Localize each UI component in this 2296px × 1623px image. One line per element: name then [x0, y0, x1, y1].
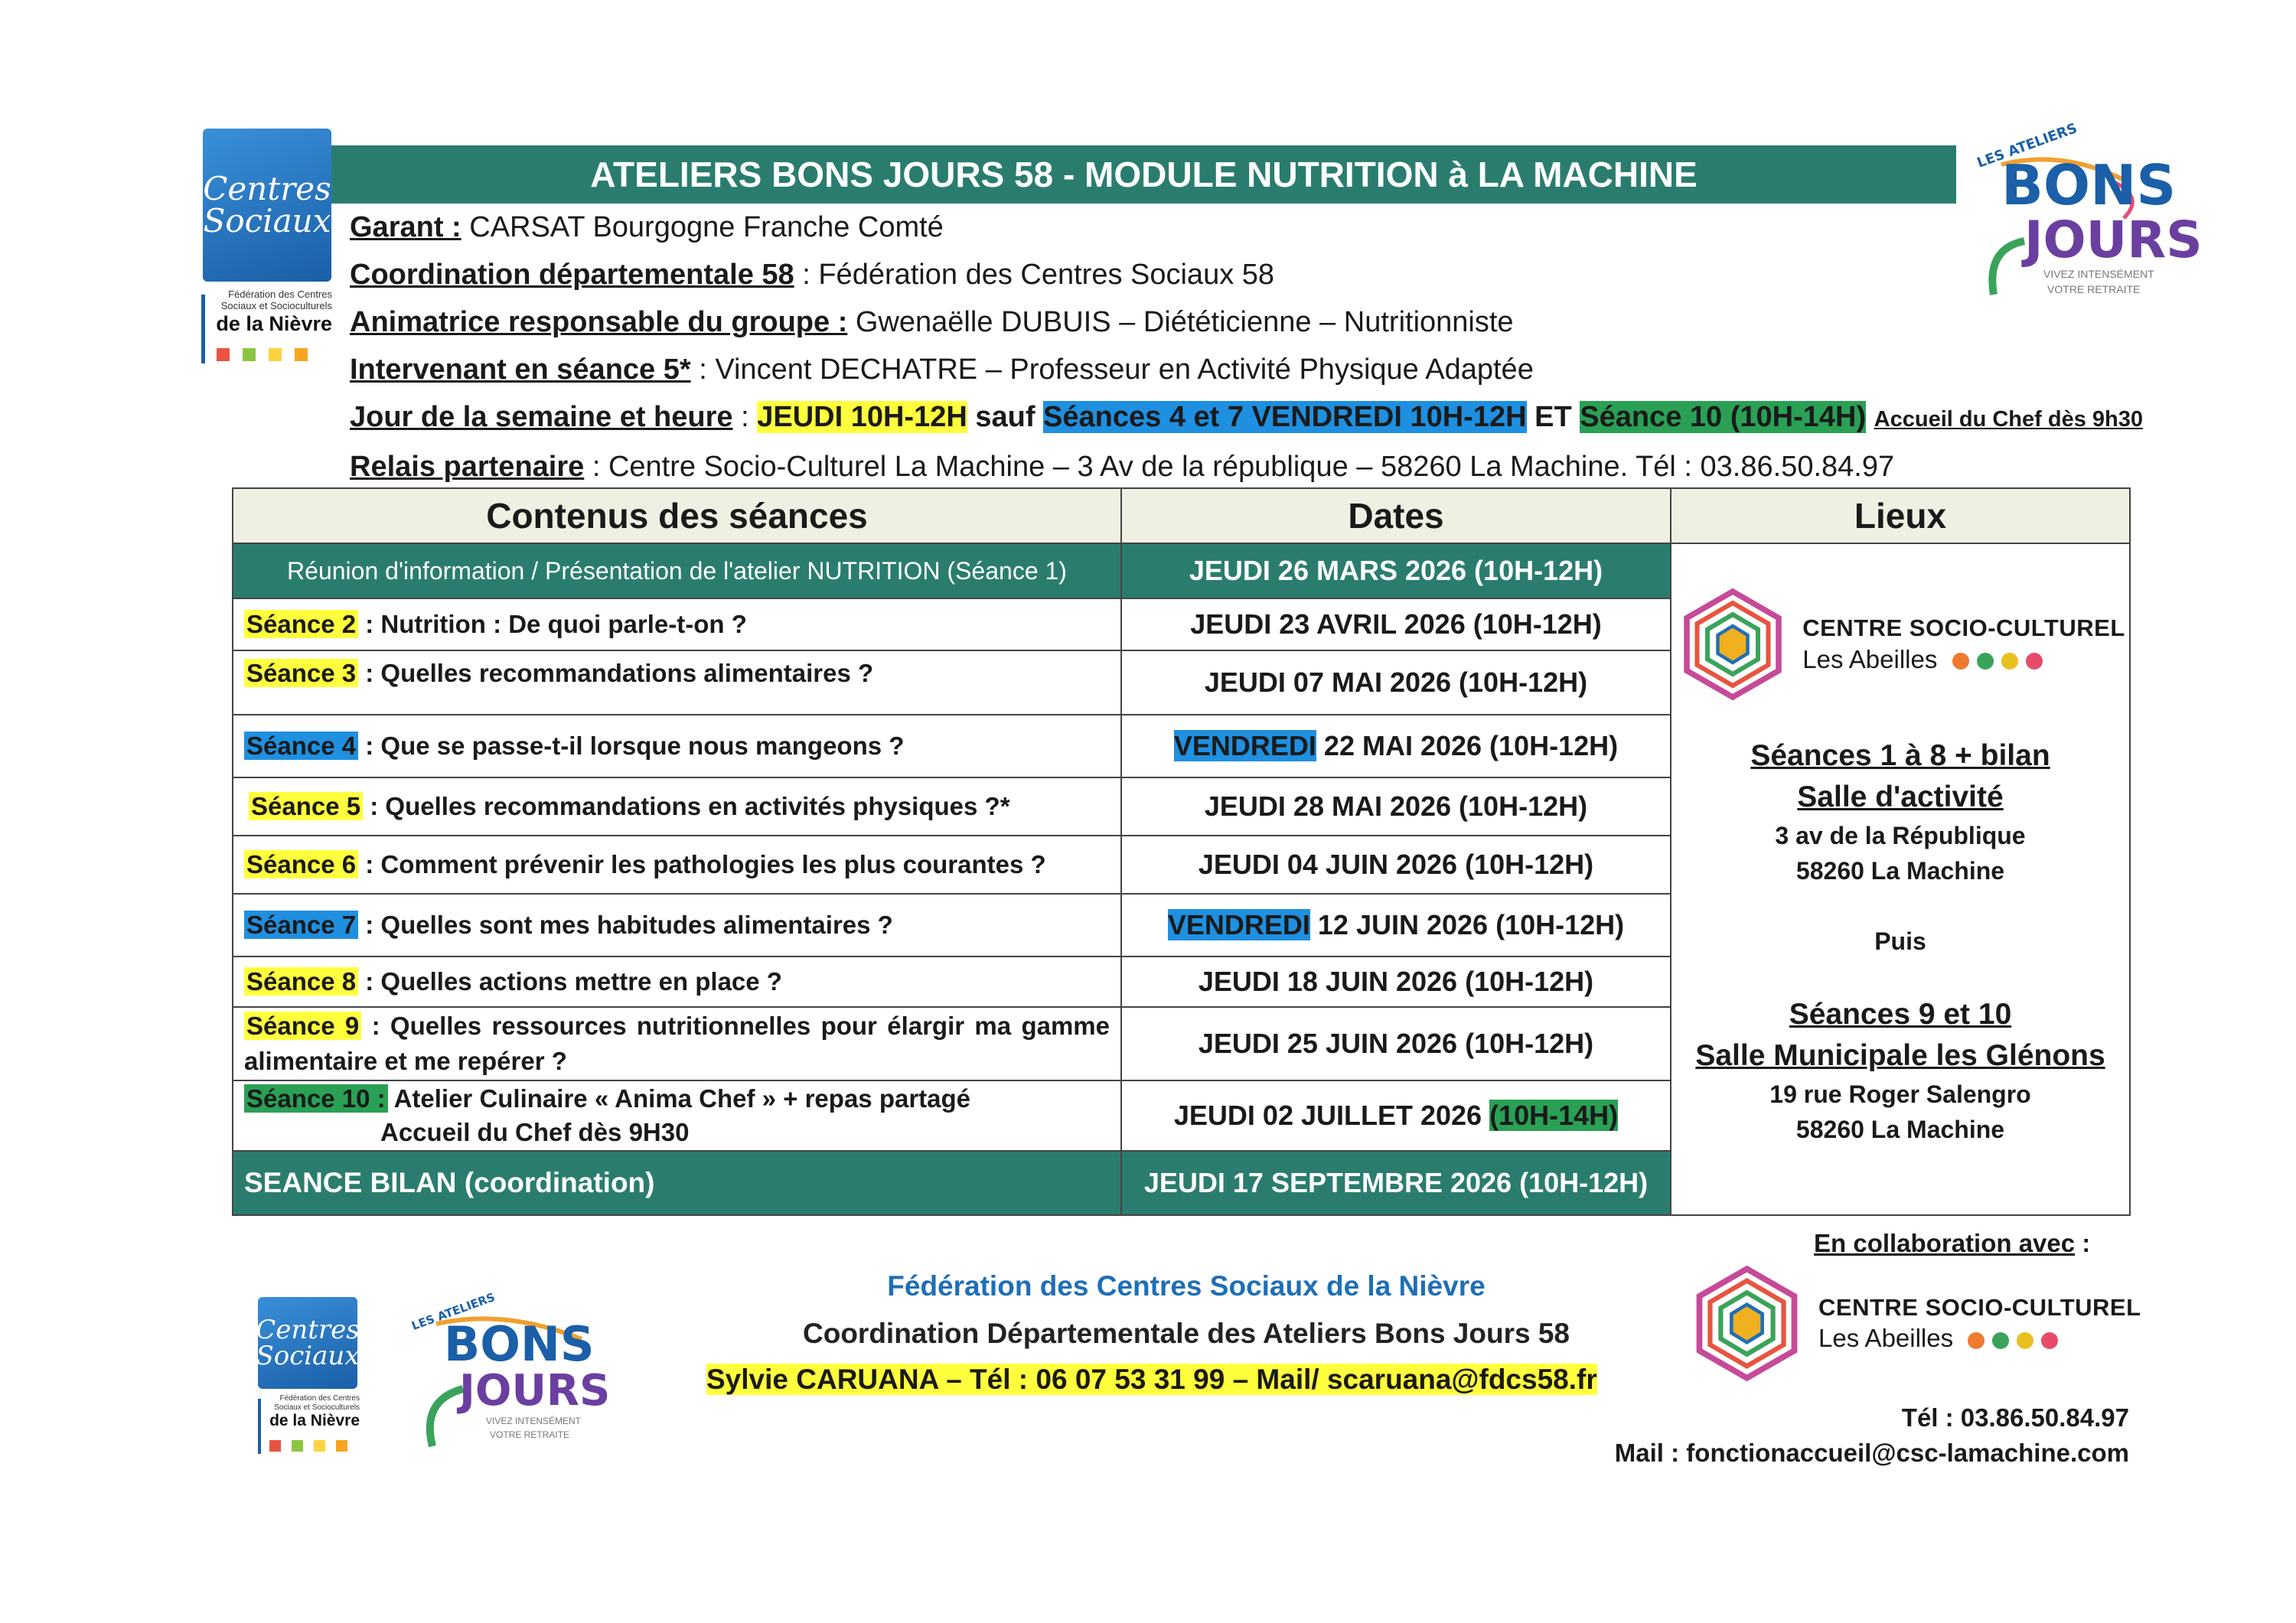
interv-line — [350, 346, 2143, 393]
coord-label: Coordination départementale 58 — [350, 259, 794, 291]
anim-line — [350, 298, 2143, 346]
bons-jours-tag1: VIVEZ INTENSÉMENT — [2043, 268, 2154, 280]
row-content: : Quelles ressources nutritionnelles pour élargir ma gamme alimentaire et me repérer ? — [244, 1012, 1110, 1075]
footer-pink-dot-icon — [2041, 1332, 2058, 1349]
bons-jours-jours: JOURS — [2024, 210, 2203, 269]
green-dot-icon — [1977, 653, 1994, 670]
footer-bons-jours-top: LES ATELIERS — [409, 1289, 497, 1334]
federation-nievre-label — [201, 289, 332, 336]
seance-label: Séance 8 — [244, 967, 358, 996]
footer-collab — [1814, 1229, 2090, 1258]
bons-jours-top: LES ATELIERS — [1975, 120, 2079, 171]
anim-value: Gwenaëlle DUBUIS – Diététicienne – Nutritionniste — [847, 306, 1514, 338]
row-date: 12 JUIN 2026 (10H-12H) — [1309, 909, 1625, 940]
row-date: 22 MAI 2026 (10H-12H) — [1316, 730, 1619, 761]
footer-color-squares — [269, 1440, 347, 1455]
row-content-cell — [233, 1007, 1121, 1080]
row-content-cell — [233, 598, 1121, 650]
table-row — [233, 543, 2130, 598]
row-content: : Quelles recommandations en activités physiques ?* — [363, 792, 1010, 820]
lieu2-address: 19 rue Roger Salengro — [1769, 1080, 2031, 1108]
relais-line — [350, 443, 2143, 490]
bee-icon — [2001, 653, 2018, 670]
row-content-cell — [233, 836, 1121, 894]
footer-mail: Mail : fonctionaccueil@csc-lamachine.com — [1614, 1439, 2129, 1467]
footer-fed-nievre: de la Nièvre — [269, 1412, 360, 1429]
row-date: JEUDI 04 JUIN 2026 (10H-12H) — [1121, 836, 1671, 894]
footer-csc-sub-label: Les Abeilles — [1818, 1324, 1954, 1353]
lieu2-title: Séances 9 et 10 — [1789, 998, 2012, 1031]
page-title: ATELIERS BONS JOURS 58 - MODULE NUTRITION à LA MACHINE — [590, 155, 1698, 194]
seance-label: Séance 7 — [244, 911, 358, 939]
footer-bons-jours-logo — [406, 1289, 611, 1462]
bons-jours-bons: BONS — [2001, 153, 2177, 217]
csc-logo — [1671, 587, 2129, 702]
row-content: SEANCE BILAN (coordination) — [233, 1151, 1121, 1215]
seance-label: Séance 5 — [249, 792, 363, 820]
date-highlight: VENDREDI — [1173, 730, 1316, 761]
row-date-cell — [1121, 894, 1671, 957]
row-content: : Comment prévenir les pathologies les plus courantes ? — [358, 850, 1046, 878]
interv-label: Intervenant en séance 5* — [350, 354, 691, 386]
footer-bons-jours-bons: BONS — [444, 1316, 595, 1372]
federation-bar — [201, 295, 205, 363]
relais-label: Relais partenaire — [350, 451, 585, 483]
relais-value: : Centre Socio-Culturel La Machine – 3 Av de la république – 58260 La Machine. Tél : 03.86.50.84.97 — [584, 451, 1895, 483]
row-content-cell — [233, 957, 1121, 1007]
footer-fed-line2: Sociaux et Socioculturels — [274, 1403, 360, 1412]
row-content-2: Accueil du Chef dès 9H30 — [380, 1118, 690, 1146]
jour-sep: : — [732, 401, 758, 433]
lieux-cell — [1671, 543, 2130, 1215]
garant-line — [350, 204, 2143, 251]
jour-exception-2: Séance 10 (10H-14H) — [1580, 401, 1867, 433]
footer-contact-wrap — [706, 1364, 1597, 1396]
footer-federation-label — [257, 1394, 360, 1430]
seance-label: Séance 6 — [244, 850, 358, 878]
jour-line — [350, 393, 2143, 443]
footer-bons-jours-tag1: VIVEZ INTENSÉMENT — [486, 1416, 582, 1426]
row-date-cell — [1121, 715, 1671, 777]
csc-sub — [1802, 644, 2125, 675]
csc-hexagon-icon — [1675, 587, 1790, 702]
footer-contact: Sylvie CARUANA – Tél : 06 07 53 31 99 – Mail/ scaruana@fdcs58.fr — [706, 1364, 1597, 1395]
footer-csc-title: CENTRE SOCIO-CULTUREL — [1818, 1293, 2141, 1321]
header-dates: Dates — [1121, 488, 1671, 543]
footer-orange-dot-icon — [1968, 1332, 1985, 1349]
garant-label: Garant : — [350, 211, 461, 243]
row-content-cell — [233, 1080, 1121, 1151]
footer-bee-icon — [2017, 1332, 2033, 1349]
seance-label: Séance 3 — [244, 659, 358, 687]
coord-value: : Fédération des Centres Sociaux 58 — [794, 259, 1275, 291]
garant-value: CARSAT Bourgogne Franche Comté — [461, 211, 944, 243]
row-content: : Quelles actions mettre en place ? — [358, 967, 782, 996]
page-title-banner — [331, 145, 1956, 204]
footer-coordination-line: Coordination Départementale des Ateliers Bons Jours 58 — [803, 1318, 1570, 1349]
seance-label: Séance 2 — [244, 610, 358, 638]
row-content: : Quelles sont mes habitudes alimentaires ? — [358, 911, 893, 939]
csc-text — [1802, 614, 2125, 675]
fed-line2: Sociaux et Socioculturels — [220, 299, 332, 311]
interv-value: : Vincent DECHATRE – Professeur en Activité Physique Adaptée — [690, 354, 1534, 386]
lieu1-address: 3 av de la République — [1775, 822, 2026, 849]
schedule-table — [232, 487, 2131, 1216]
row-content-cell — [233, 650, 1121, 715]
jour-exception-1: Séances 4 et 7 VENDREDI 10H-12H — [1043, 401, 1527, 433]
row-content-cell — [233, 894, 1121, 957]
jour-et: ET — [1526, 401, 1580, 433]
pink-dot-icon — [2026, 653, 2043, 670]
date-highlight: (10H-14H) — [1489, 1100, 1619, 1131]
color-squares — [217, 348, 308, 365]
footer-collab-label: En collaboration avec — [1814, 1229, 2076, 1257]
footer-federation-line: Fédération des Centres Sociaux de la Nièvre — [887, 1270, 1486, 1302]
row-date: JEUDI 26 MARS 2026 (10H-12H) — [1121, 543, 1671, 598]
row-date: JEUDI 18 JUIN 2026 (10H-12H) — [1121, 957, 1671, 1007]
row-content: : Que se passe-t-il lorsque nous mangeons ? — [358, 732, 905, 760]
fed-line1: Fédération des Centres — [228, 288, 332, 300]
row-date: JEUDI 25 JUIN 2026 (10H-12H) — [1121, 1007, 1671, 1080]
lieu-block-1 — [1671, 735, 2129, 888]
jour-accueil: Accueil du Chef dès 9h30 — [1874, 407, 2143, 432]
footer-green-dot-icon — [1992, 1332, 2009, 1349]
bons-jours-tag2: VOTRE RETRAITE — [2047, 283, 2141, 295]
row-date: JEUDI 28 MAI 2026 (10H-12H) — [1121, 777, 1671, 836]
footer-federation-bar — [258, 1399, 261, 1454]
footer-csc-hexagon-icon — [1688, 1264, 1806, 1383]
footer-fed-line1: Fédération des Centres — [279, 1394, 360, 1403]
coord-line — [350, 251, 2143, 298]
seance-label: Séance 9 — [244, 1012, 361, 1040]
footer-logo-script-1: Centres — [256, 1315, 360, 1345]
seance-label: Séance 10 : — [244, 1084, 388, 1113]
lieu1-salle: Salle d'activité — [1797, 781, 2004, 813]
row-date: JEUDI 17 SEPTEMBRE 2026 (10H-12H) — [1121, 1151, 1671, 1215]
lieu-block-2 — [1671, 994, 2129, 1147]
footer-logo-script-2: Sociaux — [256, 1341, 360, 1371]
logo-script-1: Centres — [203, 170, 331, 207]
jour-main: JEUDI 10H-12H — [757, 401, 967, 433]
csc-title: CENTRE SOCIO-CULTUREL — [1802, 614, 2125, 641]
header-contenus: Contenus des séances — [233, 488, 1121, 543]
lieu2-salle: Salle Municipale les Glénons — [1695, 1039, 2105, 1072]
row-content: : Nutrition : De quoi parle-t-on ? — [358, 610, 747, 638]
footer-bons-jours-tag2: VOTRE RETRAITE — [490, 1429, 570, 1440]
footer-csc-sub — [1818, 1322, 2141, 1354]
footer-collab-colon: : — [2075, 1229, 2091, 1257]
jour-sauf: sauf — [967, 401, 1044, 433]
lieu1-city: 58260 La Machine — [1795, 857, 2005, 885]
lieu-puis: Puis — [1874, 927, 1926, 955]
centres-sociaux-logo — [203, 129, 331, 282]
seance-label: Séance 4 — [244, 732, 358, 760]
fed-nievre: de la Nièvre — [216, 311, 332, 335]
row-content: Atelier Culinaire « Anima Chef » + repas partagé — [387, 1084, 971, 1113]
csc-sub-label: Les Abeilles — [1802, 644, 1938, 673]
orange-dot-icon — [1952, 653, 1969, 670]
date-highlight: VENDREDI — [1167, 909, 1310, 940]
footer-centres-sociaux-logo — [256, 1297, 360, 1389]
logo-script-2: Sociaux — [203, 202, 331, 240]
row-date: JEUDI 23 AVRIL 2026 (10H-12H) — [1121, 598, 1671, 650]
row-date: JEUDI 07 MAI 2026 (10H-12H) — [1121, 650, 1671, 715]
info-block — [350, 204, 2143, 490]
lieu2-city: 58260 La Machine — [1795, 1116, 2005, 1143]
row-date-cell — [1121, 1080, 1671, 1151]
row-content-cell — [233, 715, 1121, 777]
table-header-row — [233, 488, 2130, 543]
footer-csc-logo — [1688, 1264, 2141, 1383]
footer-tel: Tél : 03.86.50.84.97 — [1901, 1403, 2129, 1432]
row-content-cell — [233, 777, 1121, 836]
footer-csc-text — [1818, 1293, 2141, 1354]
row-content: : Quelles recommandations alimentaires ? — [358, 659, 874, 687]
footer-bons-jours-jours: JOURS — [459, 1366, 611, 1416]
row-date: JEUDI 02 JUILLET 2026 — [1173, 1100, 1490, 1131]
anim-label: Animatrice responsable du groupe : — [350, 306, 848, 338]
row-content: Réunion d'information / Présentation de l'atelier NUTRITION (Séance 1) — [233, 543, 1121, 598]
lieu1-title: Séances 1 à 8 + bilan — [1750, 739, 2050, 772]
jour-label: Jour de la semaine et heure — [350, 401, 733, 433]
header-lieux: Lieux — [1671, 488, 2130, 543]
